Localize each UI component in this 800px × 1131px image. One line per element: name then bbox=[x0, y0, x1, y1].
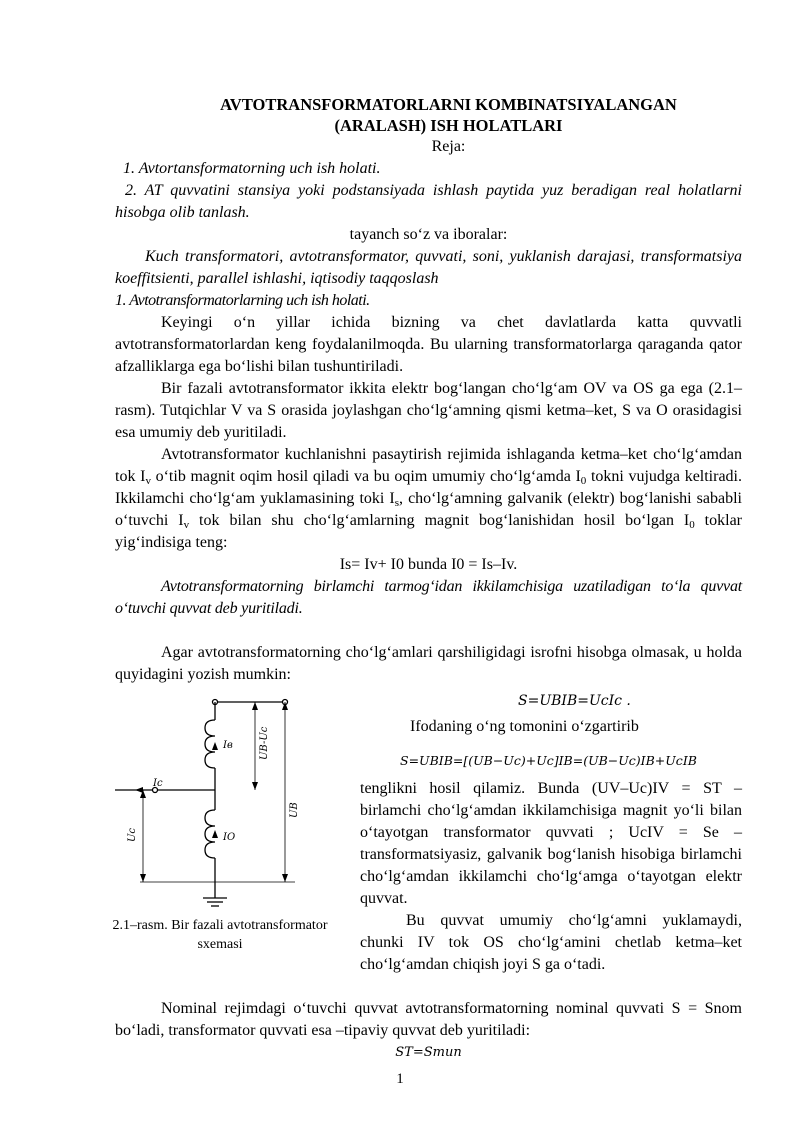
keywords-text: Kuch transformatori, avtotransformator, quvvati, soni, yuklanish darajasi, transformatsiya koeffitsienti, parallel ishlashi, iqtisodiy taqqoslash bbox=[115, 248, 742, 287]
label-io: IO bbox=[223, 832, 236, 843]
plan-item-1: 1. Avtortansformatorning uch ish holati. bbox=[123, 160, 381, 177]
reja-heading: Reja: bbox=[431, 138, 466, 155]
autotransformer-schematic bbox=[95, 690, 345, 950]
title-line-2: (ARALASH) ISH HOLATLARI bbox=[334, 116, 563, 135]
label-iv: Iв bbox=[223, 740, 233, 751]
right-paragraph-1: tenglikni hosil qilamiz. Bunda (UV–Uc)IV = ST –birlamchi cho‘lg‘amdan ikkilamchisiga magnit yo‘li bilan o‘tayotgan transformator quvvati ; UcIV = Se – transformatsiyasiz, galvanik bog‘lanish hisobiga birlamchi cho‘lg‘amdan ikkilamchi cho‘lg‘amga o‘tayotgan elektr quvvat. bbox=[360, 780, 742, 907]
paragraph-2: Bir fazali avtotransformator ikkita elektr bog‘langan cho‘lg‘am OV va OS ga ega (2.1–rasm). Tutqichlar V va S orasida joylashgan cho‘lg‘amning qismi ketma–ket, S va O orasidagisi esa umumiy deb yuritiladi. bbox=[115, 380, 742, 441]
figure-caption: 2.1–rasm. Bir fazali avtotransformator sxemasi bbox=[112, 918, 328, 952]
section-heading: 1. Avtotransformatorlarning uch ish holati. bbox=[115, 292, 370, 309]
currents-equation: Is= Iv+ I0 bunda I0 = Is–Iv. bbox=[339, 556, 518, 573]
paragraph-5: Agar avtotransformatorning cho‘lg‘amlari qarshiligidagi isrofni hisobga olmasak, u holda quyidagini yozish mumkin: bbox=[115, 644, 742, 683]
label-uc: Uc bbox=[127, 827, 138, 842]
right-column-text bbox=[360, 690, 742, 976]
power-equation-1: S=UBIB=UcIc . bbox=[518, 693, 631, 709]
paragraph-1: Keyingi o‘n yillar ichida bizning va chet davlatlarda katta quvvatli avtotransformatorlardan keng foydalanilmoqda. Bu ularning transformatorlarga qaraganda qator afzalliklarga ega bo‘lishi bilan tushuntiriladi. bbox=[115, 314, 742, 375]
label-ub: UB bbox=[289, 802, 300, 818]
paragraph-3: Avtotransformator kuchlanishni pasaytirish rejimida ishlaganda ketma–ket cho‘lg‘amdan tok $I_v$ o‘tib magnit oqim hosil qiladi va bu oqim umumiy cho‘lg‘amda $I_0$ tokni vujudga keltiradi. Ikkilamchi cho‘lg‘am yuklamasining toki $I_s$, cho‘lg‘amning galvanik (elektr) bog‘lanishi sababli o‘tuvchi $I_v$ tok bilan shu cho‘lg‘amlarning magnit bog‘lanishidan hosil bo‘lgan $I_0$ toklar yig‘indisiga teng: bbox=[115, 446, 743, 551]
label-ic: Ic bbox=[153, 778, 163, 789]
document-title bbox=[155, 94, 742, 136]
ifoda-line: Ifodaning o‘ng tomonini o‘zgartirib bbox=[410, 718, 639, 735]
plan-item-2: 2. AT quvvatini stansiya yoki podstansiyada ishlash paytida yuz beradigan real holatlarni hisobga olib tanlash. bbox=[115, 182, 742, 221]
paragraph-6: Nominal rejimdagi o‘tuvchi quvvat avtotransformatorning nominal quvvati S = Snom bo‘ladi, transformator quvvati esa –tipaviy quvvat deb yuritiladi: bbox=[115, 1000, 742, 1039]
document-page bbox=[112, 94, 743, 1064]
paragraph-4: Avtotransformatorning birlamchi tarmog‘idan ikkilamchisiga uzatiladigan to‘la quvvat o‘tuvchi quvvat deb yuritiladi. bbox=[115, 578, 742, 617]
figure-and-text-block bbox=[112, 690, 742, 1010]
power-equation-2: S=UBIB=[(UB−Uc)+Uc]IB=(UB−Uc)IB+UcIB bbox=[400, 753, 697, 768]
keywords-heading: tayanch so‘z va iboralar: bbox=[349, 226, 508, 243]
label-ub-uc: UB-Uc bbox=[259, 726, 270, 760]
final-equation: ST=Smun bbox=[395, 1045, 462, 1060]
title-line-1: AVTOTRANSFORMATORLARNI KOMBINATSIYALANGAN bbox=[220, 95, 677, 114]
page-number: 1 bbox=[396, 1071, 404, 1087]
right-paragraph-2: Bu quvvat umumiy cho‘lg‘amni yuklamaydi, chunki IV tok OS cho‘lg‘amini chetlab ketma–ket cho‘lg‘amdan chiqish joyi S ga o‘tadi. bbox=[360, 912, 742, 973]
